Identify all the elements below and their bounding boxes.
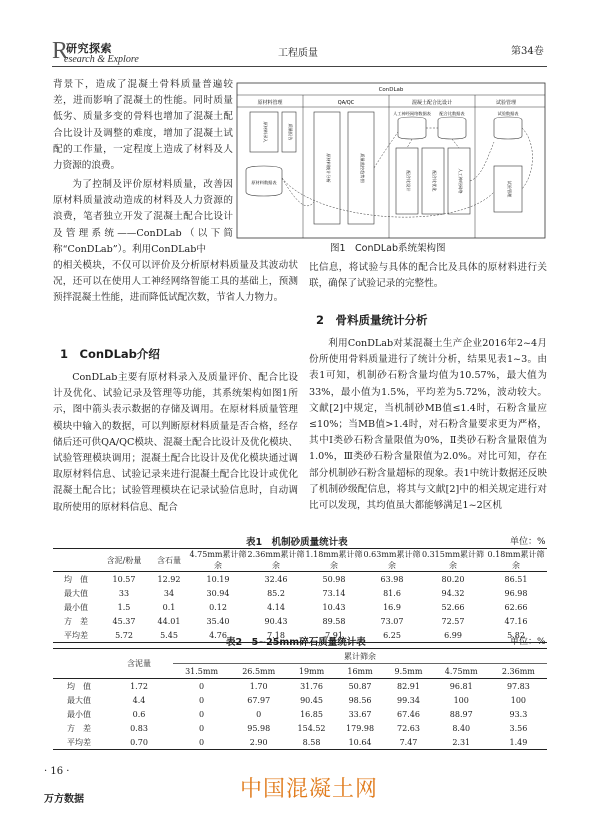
table-row	[53, 735, 547, 750]
table-header-span: 累计筛余	[173, 649, 547, 664]
table-cell: 0.83	[130, 723, 148, 733]
table-cell: 72.63	[397, 723, 420, 733]
left-paragraph-1: 背景下，造成了混凝土骨料质量普遍较差，进而影响了混凝土的性能。同时质量低劣、质量多变的骨料也增加了混凝土配合比设计及调整的难度，增加了混凝土试配的工作量，一定程度上造成了材料及人力资源的浪费。	[53, 79, 233, 172]
diagram-label: 人工神经网络数据表	[393, 111, 431, 116]
diagram-label: 原材料录入	[263, 121, 268, 143]
table-cell: 96.81	[449, 681, 473, 691]
table-row	[53, 600, 547, 614]
section-logo: R	[52, 38, 69, 64]
table-cell: 33.67	[348, 709, 372, 719]
table-2-caption: 表2 5~25mm碎石质量统计表	[226, 637, 366, 648]
table-cell: 72.57	[441, 616, 465, 626]
table-cell: 35.40	[206, 616, 230, 626]
table-header-cell	[53, 649, 105, 679]
table-cell: 平均差	[53, 628, 99, 643]
table-cell: 86.51	[504, 574, 528, 584]
table-cell: 95.98	[247, 723, 271, 733]
table-cell: 4.4	[132, 695, 146, 705]
table-2-gravel-quality	[53, 648, 547, 750]
diagram-label: 配合比优化	[432, 170, 437, 192]
table-cell: 73.07	[380, 616, 404, 626]
table-header-cell: 4.75mm累计筛余	[189, 550, 247, 570]
table-header-cell	[53, 549, 99, 572]
section-title-en: esearch & Explore	[64, 54, 139, 65]
table-header-cell: 9.5mm	[384, 664, 432, 679]
table-header-cell: 4.75mm	[433, 664, 490, 679]
table-cell: 32.46	[264, 574, 288, 584]
table-cell: 6.25	[363, 628, 421, 643]
right-paragraph-2: 利用ConDLab对某混凝土生产企业2016年2~4月份所使用骨料质量进行了统计分析，结果见表1~3。由表1可知，机制砂石粉含量均值为10.57%，最大值为33%，最小值为1.5%，平均差为5.72%，波动较大。文献[2]中规定，当机制砂MB值≤1.4时，石粉含量应≤10%；当MB值>1.4时，对石粉含量要求更为严格，其中Ⅰ类砂石粉含量限值为0%，Ⅱ类砂石粉含量限值为1.0%，Ⅲ类砂石粉含量限值为2.0%。对比可知，存在部分机制砂石粉含量超标的现象。表1中统计数据还反映了机制砂级配信息，将其与文献[2]中的相关规定进行对比可以发现，其均值虽大都能够满足1~2区机	[309, 338, 547, 512]
table-cell: 5.82	[485, 628, 547, 643]
left-paragraph-3: ConDLab主要有原材料录入及质量评价、配合比设计及优化、试验记录及管理等功能，其系统架构如图1所示，图中箭头表示数据的存储及调用。在原材料质量管理模块中输入的数据，可以判断原材料质量是否合格，经存储后还可供QA/QC模块、混凝土配合比设计及优化模块、试验管理模块调用；混凝土配合比设计及优化模块通过调取原材料信息、试验记录来进行混凝土配合比设计或优化混凝土配合比；试验管理模块在记录试验信息时，自动调取所使用的原材料信息、配合	[53, 372, 298, 513]
table-cell: 0.6	[132, 709, 146, 719]
diagram-label: 试验管理	[507, 180, 512, 198]
table-cell: 均 值	[64, 574, 88, 584]
table-cell: 均 值	[67, 681, 91, 691]
database-icon	[438, 117, 466, 139]
table-cell: 5.72	[99, 628, 149, 643]
table-cell: 96.98	[504, 588, 528, 598]
table-cell: 4.76	[189, 628, 247, 643]
left-paragraph-2-continued: 的相关模块，不仅可以评价及分析原材料质量及其波动状况，还可以在使用人工神经网络智能工具的基础上，预测预拌混凝土性能，进而降低试配次数，节省人力物力。	[53, 260, 298, 304]
table-cell: 7.18	[247, 628, 305, 643]
table-row	[53, 572, 547, 587]
table-cell: 97.83	[506, 681, 530, 691]
section-title-cn: 研究探索	[66, 42, 112, 55]
table-cell: 2.31	[433, 735, 490, 750]
table-cell: 4.14	[267, 602, 285, 612]
section-2-heading: 2 骨料质量统计分析	[316, 313, 428, 327]
source-label: 万方数据	[44, 794, 84, 805]
table-cell: 5.45	[149, 628, 189, 643]
table-header-cell: 0.315mm累计筛余	[421, 550, 485, 570]
table-row	[53, 586, 547, 600]
table-cell: 44.01	[157, 616, 181, 626]
table-header-cell: 0.18mm累计筛余	[485, 549, 547, 572]
table-header-cell: 1.18mm累计筛余	[305, 550, 363, 570]
table-cell: 47.16	[504, 616, 528, 626]
header-rule	[52, 66, 547, 67]
table-cell: 0.12	[209, 602, 227, 612]
database-icon	[494, 117, 522, 139]
table-cell: 平均差	[53, 735, 105, 750]
table-cell: 30.94	[206, 588, 230, 598]
table-row	[53, 614, 547, 628]
table-cell: 0.1	[162, 602, 176, 612]
table-header-cell: 2.36mm累计筛余	[247, 550, 305, 570]
table-cell: 7.47	[384, 735, 432, 750]
table-cell: 50.98	[322, 574, 346, 584]
table-cell: 73.14	[322, 588, 346, 598]
table-cell: 最小值	[64, 602, 88, 612]
table-cell: 0	[199, 681, 205, 691]
table-cell: 67.46	[397, 709, 420, 719]
table-cell: 93.3	[509, 709, 528, 719]
table-cell: 0	[199, 709, 205, 719]
table-header-cell: 16mm	[336, 664, 385, 679]
table-cell: 方 差	[67, 723, 91, 733]
group-label: 原材料管理	[257, 100, 283, 106]
table-cell: 99.34	[397, 695, 420, 705]
table-cell: 90.45	[300, 695, 323, 705]
table-cell: 88.97	[449, 709, 473, 719]
table-cell: 16.9	[383, 602, 401, 612]
table-cell: 62.66	[504, 602, 528, 612]
table-cell: 82.91	[397, 681, 420, 691]
diagram-label: 质量监控趋势图	[360, 153, 365, 183]
table-cell: 0	[199, 723, 205, 733]
table-header-cell: 19mm	[287, 664, 336, 679]
table-cell: 6.99	[421, 628, 485, 643]
diagram-label: 原材料统计分析	[326, 153, 331, 183]
table-cell: 0	[199, 695, 205, 705]
table-cell: 100	[453, 695, 469, 705]
table-cell: 98.56	[348, 695, 372, 705]
table-1-unit: 单位：%	[510, 537, 546, 547]
system-architecture-diagram	[236, 82, 546, 239]
table-cell: 85.2	[267, 588, 285, 598]
diagram-label: 质量报告	[288, 123, 293, 141]
table-header-cell: 2.36mm	[490, 664, 547, 679]
table-cell: 0.70	[105, 735, 173, 750]
table-cell: 90.43	[264, 616, 288, 626]
page-number: · 16 ·	[44, 766, 70, 777]
table-cell: 8.58	[287, 735, 336, 750]
table-row	[53, 679, 547, 694]
diagram-label: 配合比数据表	[439, 111, 465, 116]
table-cell: 最小值	[67, 709, 91, 719]
table-cell: 154.52	[297, 723, 326, 733]
diagram-label: 原材料数据表	[251, 180, 277, 185]
table-cell: 80.20	[441, 574, 465, 584]
table-cell: 1.72	[130, 681, 148, 691]
table-cell: 最大值	[67, 695, 91, 705]
group-label: QA/QC	[337, 100, 355, 106]
watermark: 中国混凝土网	[240, 777, 379, 802]
diagram-label: 人工神经网络	[458, 168, 463, 194]
table-header-cell: 26.5mm	[230, 664, 287, 679]
table-cell: 100	[510, 695, 527, 705]
table-cell: 89.58	[322, 616, 346, 626]
table-cell: 7.91	[305, 628, 363, 643]
group-label: 混凝土配合比设计	[411, 100, 453, 106]
table-cell: 10.57	[112, 574, 136, 584]
table-row	[53, 721, 547, 735]
table-cell: 34	[163, 588, 175, 598]
section-1-heading: 1 ConDLab介绍	[60, 347, 160, 361]
table-cell: 10.64	[336, 735, 385, 750]
diagram-label: 配合比设计	[406, 170, 411, 192]
table-cell: 0	[173, 735, 230, 750]
table-header-cell: 含泥量	[105, 649, 173, 679]
table-cell: 10.19	[206, 574, 230, 584]
figure-1-caption: 图1 ConDLab系统架构图	[330, 243, 446, 254]
diagram-label: 试验数据表	[497, 111, 519, 116]
diagram-outer-frame	[237, 83, 545, 238]
table-cell: 52.66	[441, 602, 465, 612]
left-paragraph-2: 为了控制及评价原材料质量，改善因原材料质量波动造成的材料及人力资源的浪费，笔者独立开发了混凝土配合比设计及管理系统——ConDLab（以下简称“ConDLab”）。利用ConDLab中	[53, 179, 233, 255]
table-cell: 94.32	[441, 588, 465, 598]
table-cell: 1.49	[490, 735, 547, 750]
volume-number: 第34卷	[511, 46, 544, 57]
table-header-cell: 0.63mm累计筛余	[363, 550, 421, 570]
database-icon	[398, 117, 426, 139]
table-cell: 方 差	[64, 616, 88, 626]
table-header-cell: 含石量	[149, 549, 189, 572]
table-cell: 50.87	[348, 681, 372, 691]
table-cell: 1.70	[249, 681, 268, 691]
table-cell: 3.56	[509, 723, 528, 733]
table-header-cell: 含泥/粉量	[99, 549, 149, 572]
table-cell: 33	[118, 588, 130, 598]
table-cell: 0	[256, 709, 262, 719]
table-row	[53, 707, 547, 721]
table-1-caption: 表1 机制砂质量统计表	[246, 537, 348, 548]
table-cell: 31.76	[300, 681, 323, 691]
right-paragraph-1: 比信息，将试验与具体的配合比及具体的原材料进行关联，确保了试验记录的完整性。	[309, 262, 547, 290]
table-cell: 10.43	[322, 602, 346, 612]
table-cell: 81.6	[383, 588, 401, 598]
table-header-cell: 31.5mm	[173, 664, 230, 679]
journal-name: 工程质量	[278, 48, 318, 59]
table-cell: 45.37	[112, 616, 136, 626]
table-cell: 63.98	[380, 574, 404, 584]
table-cell: 1.5	[117, 602, 131, 612]
table-cell: 67.97	[247, 695, 271, 705]
table-1-sand-quality	[53, 548, 547, 643]
table-cell: 16.85	[300, 709, 323, 719]
table-header-row	[53, 649, 547, 664]
table-cell: 179.98	[346, 723, 375, 733]
table-cell: 2.90	[230, 735, 287, 750]
table-header-row	[53, 549, 547, 572]
table-cell: 12.92	[157, 574, 181, 584]
table-cell: 最大值	[64, 588, 88, 598]
group-label: 试验管理	[495, 100, 517, 106]
table-cell: 8.40	[452, 723, 471, 733]
table-2-unit: 单位：%	[510, 637, 546, 647]
table-row	[53, 693, 547, 707]
diagram-title: ConDLab	[378, 87, 404, 93]
